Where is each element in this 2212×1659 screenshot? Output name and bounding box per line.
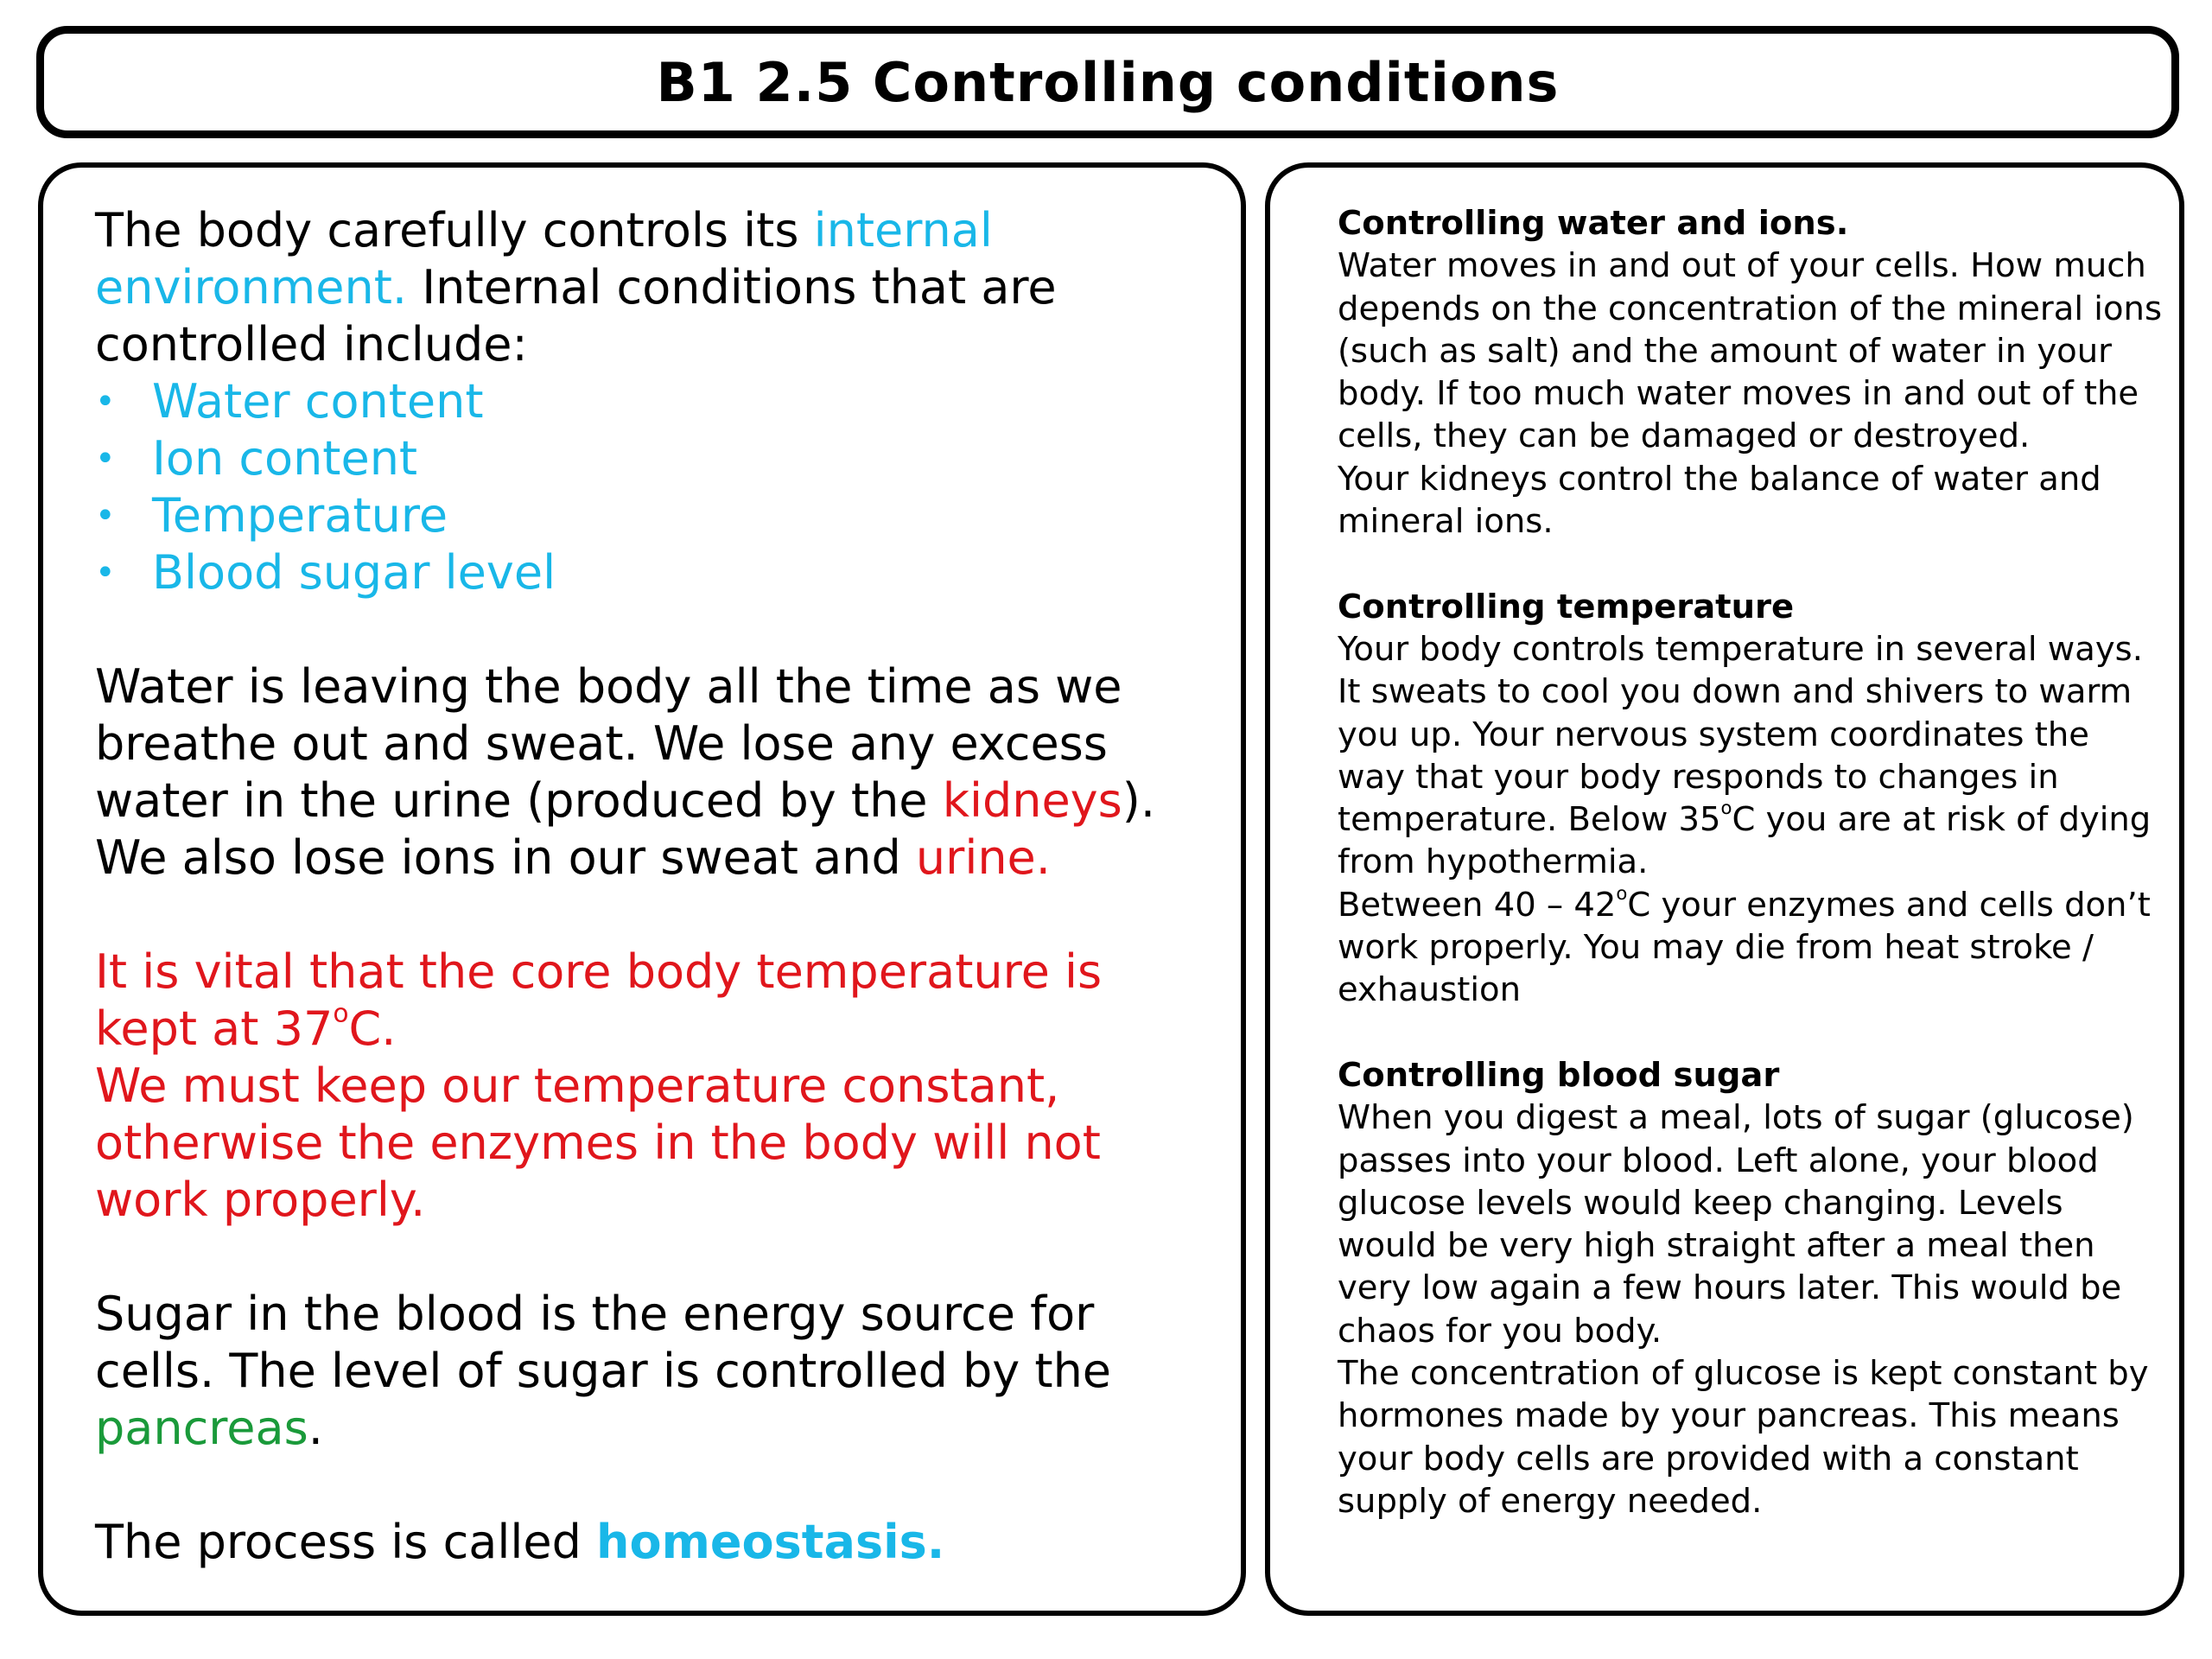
water-paragraph: Water is leaving the body all the time as we breathe out and sweat. We lose any excess water in the urine (produced by the kidneys). We also lose ions in our sweat and urine.: [95, 659, 1156, 885]
right-content: [1338, 202, 2167, 1522]
bullet-icon: •: [95, 553, 116, 593]
homeostasis-term: homeostasis.: [596, 1515, 945, 1569]
sugar-section-text-2: The concentration of glucose is kept constant by hormones made by your pancreas. This means your body cells are provided with a constant supply of energy needed.: [1338, 1354, 2149, 1521]
bullet-icon: •: [95, 496, 116, 536]
temperature-section-text: Your body controls temperature in several ways. It sweats to cool you down and shivers to warm you up. Your nervous system coordinates the way that your body responds to changes in temperature. Below 35$^o$C you are at risk of dying from hypothermia.: [1338, 629, 2152, 882]
water-section-text-2: Your kidneys control the balance of water and mineral ions.: [1338, 459, 2101, 542]
water-section-title: Controlling water and ions.: [1338, 204, 1849, 243]
intro-paragraph: [95, 202, 1218, 373]
degree-symbol: o: [1616, 881, 1628, 904]
temperature-paragraph: It is vital that the core body temperature is kept at 37$^o$C.: [95, 944, 1103, 1056]
pancreas-term: pancreas: [95, 1401, 308, 1455]
left-panel: [38, 162, 1246, 1616]
sugar-section-text: When you digest a meal, lots of sugar (glucose) passes into your blood. Left alone, your blood glucose levels would keep changing. Levels would be very high straight after a meal then very low again a few hours later. This would be chaos for you body.: [1338, 1098, 2134, 1351]
list-item: • Blood sugar level: [95, 545, 556, 600]
temperature-section-title: Controlling temperature: [1338, 587, 1795, 626]
water-section-text: Water moves in and out of your cells. How much depends on the concentration of the mineral ions (such as salt) and the amount of water in your body. If too much water moves in and out of the cells, they can be damaged or destroyed.: [1338, 246, 2163, 456]
left-content: [95, 202, 1218, 1571]
degree-symbol: o: [1720, 797, 1732, 819]
temperature-section-text-2: Between 40 – 42$^o$C your enzymes and cells don’t work properly. You may die from heat stroke / exhaustion: [1338, 881, 2151, 1010]
intro-text: The body carefully controls its: [95, 203, 814, 257]
list-item: • Water content: [95, 374, 484, 429]
list-item: • Ion content: [95, 431, 418, 486]
process-paragraph: The process is called homeostasis.: [95, 1515, 945, 1569]
list-item: • Temperature: [95, 488, 448, 543]
title-box: [36, 26, 2179, 138]
bullet-icon: •: [95, 439, 116, 479]
internal-environment-term: internal environment.: [95, 203, 993, 315]
intro-text-continued: Internal conditions that are controlled include:: [95, 260, 1057, 372]
page-title: B1 2.5 Controlling conditions: [656, 50, 1560, 114]
bullet-icon: •: [95, 382, 116, 422]
temperature-warning: We must keep our temperature constant, otherwise the enzymes in the body will not work properly.: [95, 1058, 1101, 1227]
degree-symbol: o: [333, 998, 349, 1029]
sugar-paragraph: Sugar in the blood is the energy source for cells. The level of sugar is controlled by the pancreas.: [95, 1287, 1112, 1455]
controlled-conditions-list: [95, 373, 1218, 601]
urine-term: urine.: [915, 830, 1051, 885]
sugar-section-title: Controlling blood sugar: [1338, 1055, 1780, 1095]
right-panel: [1265, 162, 2184, 1616]
kidneys-term: kidneys: [942, 773, 1122, 828]
